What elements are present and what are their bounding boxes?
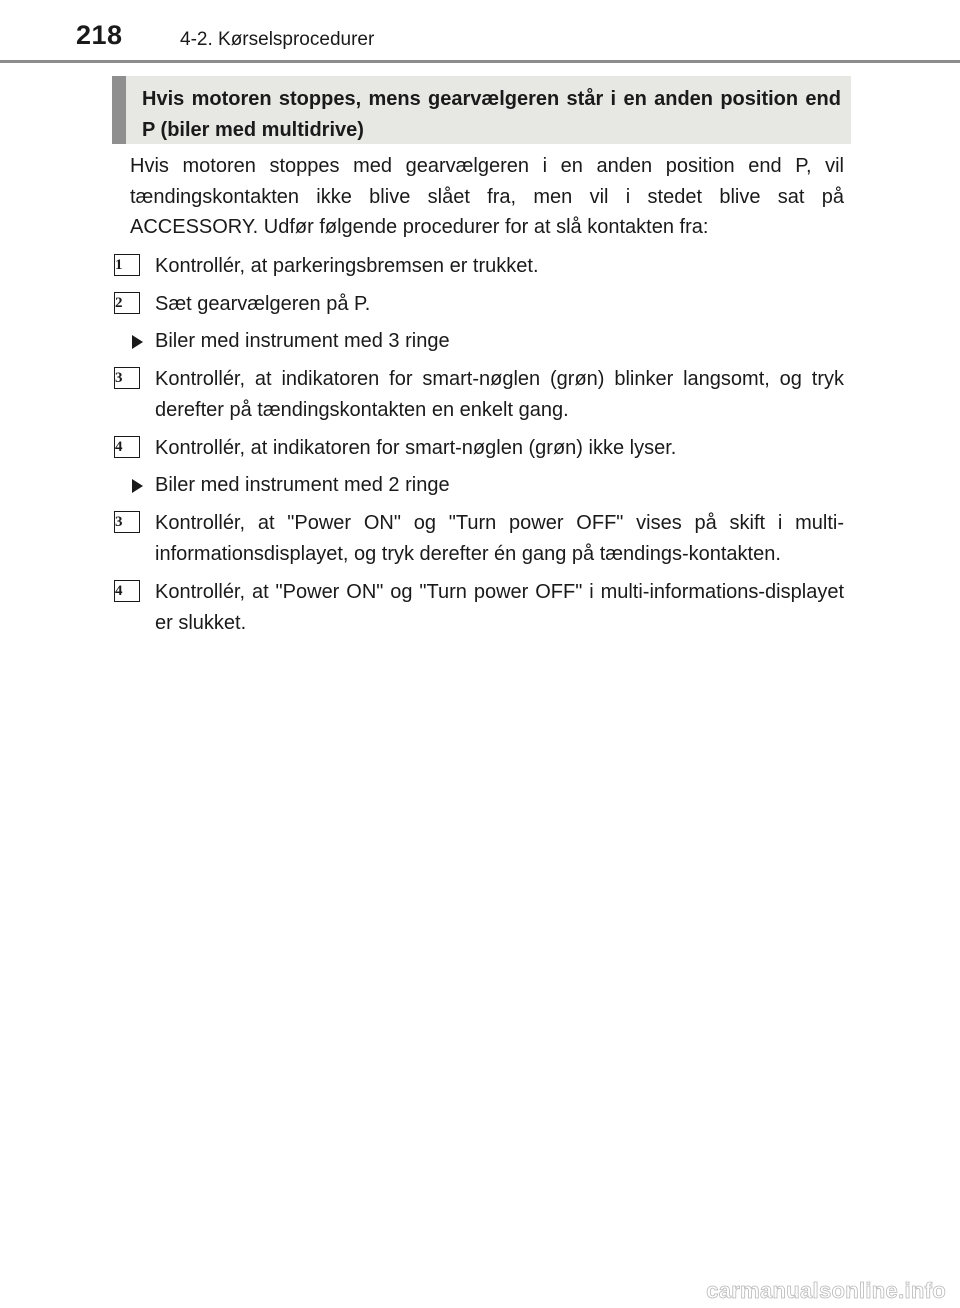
intro-paragraph: Hvis motoren stoppes med gearvælgeren i en anden position end P, vil tændingskontakten ikke blive slået fra, men vil i stedet blive sat på ACCESSORY. Udfør følgende procedurer for at slå kontakten fra: <box>130 155 844 238</box>
step-item <box>115 364 844 425</box>
step-number-badge: 2 <box>114 292 140 314</box>
heading-text: Hvis motoren stoppes, mens gearvælgeren står i en anden position end P (biler med multidrive) <box>142 88 841 141</box>
step-text: Kontrollér, at parkeringsbremsen er trukket. <box>155 254 539 277</box>
main-content <box>115 151 844 638</box>
subgroup-label <box>130 326 844 357</box>
step-text: Kontrollér, at "Power ON" og "Turn power OFF" vises på skift i multi-informationsdisplayet, og tryk derefter én gang på tændings-kontakten. <box>155 512 844 565</box>
subgroup-label-text: Biler med instrument med 2 ringe <box>155 473 450 496</box>
step-text: Sæt gearvælgeren på P. <box>155 293 371 315</box>
step-item <box>115 577 844 638</box>
step-text: Kontrollér, at indikatoren for smart-nøglen (grøn) ikke lyser. <box>155 437 677 459</box>
triangle-bullet-icon <box>132 479 143 493</box>
step-number-badge: 4 <box>114 436 140 458</box>
step-item <box>115 289 844 320</box>
step-text: Kontrollér, at "Power ON" og "Turn power OFF" i multi-informations-displayet er slukket. <box>155 581 844 634</box>
step-number-badge: 1 <box>114 254 140 276</box>
subgroup-label-text: Biler med instrument med 3 ringe <box>155 329 450 352</box>
watermark: carmanualsonline.info <box>706 1278 946 1303</box>
subgroup-label <box>130 470 844 501</box>
page-header <box>0 0 960 62</box>
header-rule <box>0 60 960 63</box>
step-item <box>115 508 844 569</box>
step-text: Kontrollér, at indikatoren for smart-nøglen (grøn) blinker langsomt, og tryk derefter på tændingskontakten en enkelt gang. <box>155 368 844 421</box>
section-title: 4-2. Kørselsprocedurer <box>180 29 375 50</box>
step-number-badge: 4 <box>114 580 140 602</box>
step-number-badge: 3 <box>114 511 140 533</box>
step-number-badge: 3 <box>114 367 140 389</box>
step-item <box>115 433 844 464</box>
page-number: 218 <box>76 20 123 50</box>
triangle-bullet-icon <box>132 335 143 349</box>
heading-box <box>112 76 851 144</box>
step-item <box>115 251 844 282</box>
